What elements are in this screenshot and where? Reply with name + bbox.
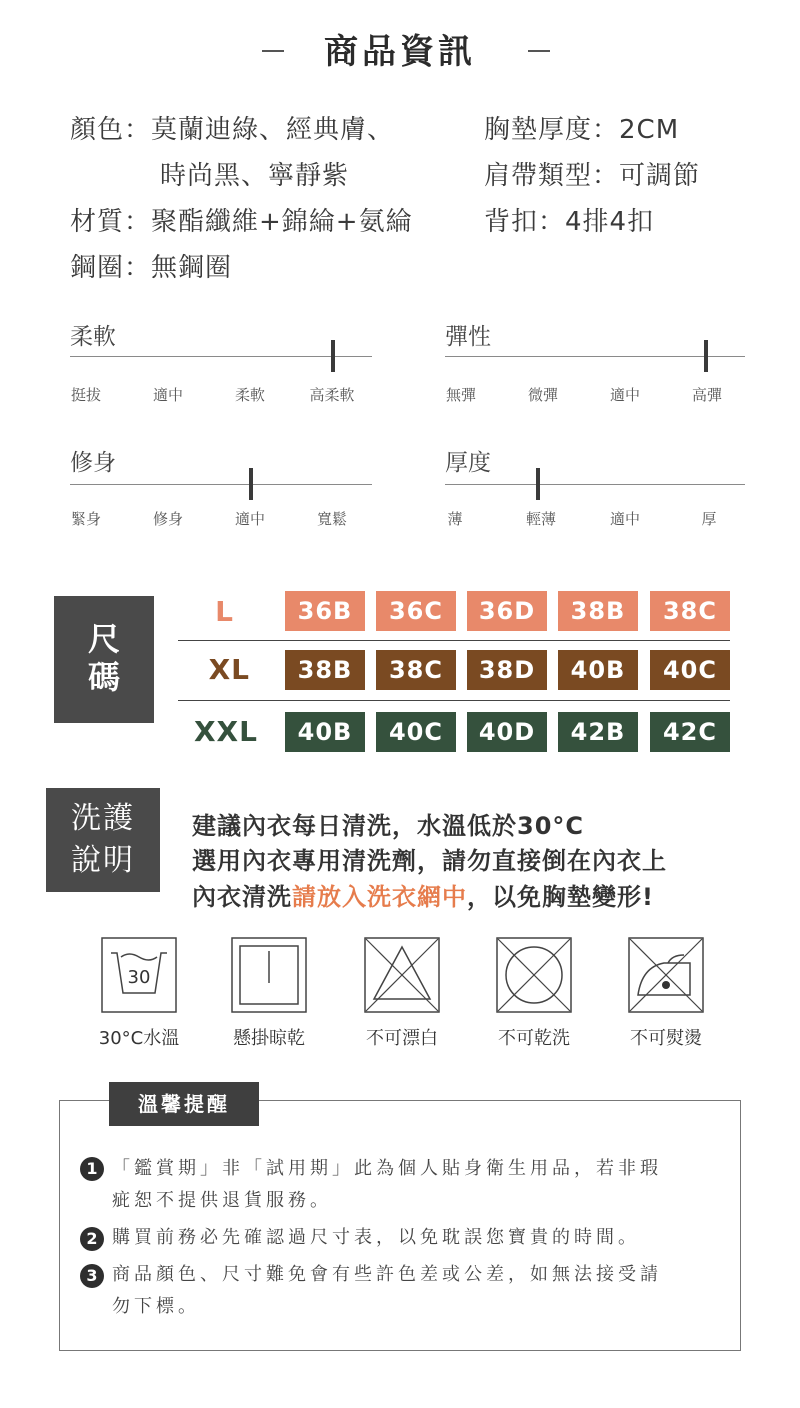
spec-pad: 胸墊厚度：2CM [484,115,680,145]
scale-elasticity [445,318,745,418]
scale-track [445,484,745,485]
icon-label: 懸掛晾乾 [233,1028,305,1049]
notice-item-line: 商品顏色、尺寸難免會有些許色差或公差，如無法接受請 [112,1264,662,1285]
size-cell: 38C [376,650,456,690]
size-cell: 40B [285,712,365,752]
spec-color: 顏色：莫蘭迪綠、經典膚、 [70,115,395,145]
scale-marker [536,468,540,500]
notice-number: 2 [80,1227,104,1251]
spec-color-cont: 時尚黑、寧靜紫 [160,161,350,191]
care-line-3-prefix: 內衣清洗 [192,883,292,911]
size-cell: 40C [376,712,456,752]
scale-marker [331,340,335,372]
scale-thickness [445,444,745,544]
wash-temp-text: 30 [127,967,151,988]
scale-softness [70,318,372,418]
size-heading [54,596,154,723]
size-cell: 38C [650,591,730,631]
scale-title: 彈性 [445,324,491,350]
scale-label: 適中 [234,510,266,528]
scale-marker [249,468,253,500]
icon-label: 30°C水溫 [98,1028,180,1049]
scale-label: 高彈 [691,386,723,404]
spec-clasp: 背扣：4排4扣 [484,207,655,237]
size-divider [178,700,730,701]
scale-label: 適中 [152,386,184,404]
size-heading-text: 尺碼 [87,620,120,696]
scale-label: 適中 [609,386,641,404]
scale-marker [704,340,708,372]
size-cell: 38D [467,650,547,690]
icon-label: 不可熨燙 [630,1028,702,1049]
icon-label: 不可漂白 [366,1028,438,1049]
no-dry-clean-icon [496,937,572,1013]
care-heading [46,788,160,892]
scale-label: 厚 [701,510,717,528]
scale-label: 微彈 [527,386,559,404]
size-cell: 42B [558,712,638,752]
scale-track [70,356,372,357]
scale-label: 修身 [152,510,184,528]
spec-wire: 鋼圈：無鋼圈 [70,253,233,283]
size-cell: 42C [650,712,730,752]
size-divider [178,640,730,641]
scale-track [70,484,372,485]
no-bleach-icon [364,937,440,1013]
size-cell: 36D [467,591,547,631]
size-cell: 38B [285,650,365,690]
scale-label: 高柔軟 [309,386,355,404]
scale-title: 修身 [70,450,116,476]
icon-label: 不可乾洗 [498,1028,570,1049]
care-heading-text: 洗護說明 [71,801,135,878]
title-dash-left [262,50,284,52]
care-line-1: 建議內衣每日清洗，水溫低於30°C [192,812,585,840]
size-cell: 40D [467,712,547,752]
size-cell: 38B [558,591,638,631]
scale-label: 柔軟 [234,386,266,404]
size-cell: 36B [285,591,365,631]
size-label-l: L [215,595,234,628]
spec-strap: 肩帶類型：可調節 [484,161,701,191]
scale-fit [70,444,372,544]
wash-30-icon [101,937,177,1013]
scale-track [445,356,745,357]
size-label-xl: XL [208,653,250,686]
size-cell: 40B [558,650,638,690]
spec-material: 材質：聚酯纖維+錦綸+氨綸 [70,207,413,237]
notice-item-line: 勿下標。 [112,1296,200,1317]
care-line-2: 選用內衣專用清洗劑，請勿直接倒在內衣上 [192,847,667,875]
scale-label: 薄 [447,510,463,528]
size-label-xxl: XXL [193,715,258,748]
scale-label: 適中 [609,510,641,528]
care-highlight: 請放入洗衣網中 [292,883,467,911]
notice-number: 3 [80,1264,104,1288]
notice-item-line: 疵恕不提供退貨服務。 [112,1190,332,1211]
scale-label: 寬鬆 [316,510,348,528]
care-line-3-suffix: ，以免胸墊變形! [467,883,654,911]
hang-dry-icon [231,937,307,1013]
page-title: 商品資訊 [324,32,476,72]
title-dash-right [528,50,550,52]
scale-title: 柔軟 [70,324,116,350]
notice-item-line: 「鑑賞期」非「試用期」此為個人貼身衛生用品，若非瑕 [112,1158,662,1179]
scale-label: 無彈 [445,386,477,404]
notice-heading: 溫馨提醒 [109,1082,259,1126]
scale-label: 輕薄 [525,510,557,528]
size-cell: 40C [650,650,730,690]
size-cell: 36C [376,591,456,631]
scale-label: 挺拔 [70,386,102,404]
scale-label: 緊身 [70,510,102,528]
scale-title: 厚度 [445,450,491,476]
notice-item-line: 購買前務必先確認過尺寸表，以免耽誤您寶貴的時間。 [112,1227,640,1248]
title-section [0,22,800,82]
care-line-3 [192,879,654,915]
no-iron-icon [628,937,704,1013]
notice-number: 1 [80,1157,104,1181]
